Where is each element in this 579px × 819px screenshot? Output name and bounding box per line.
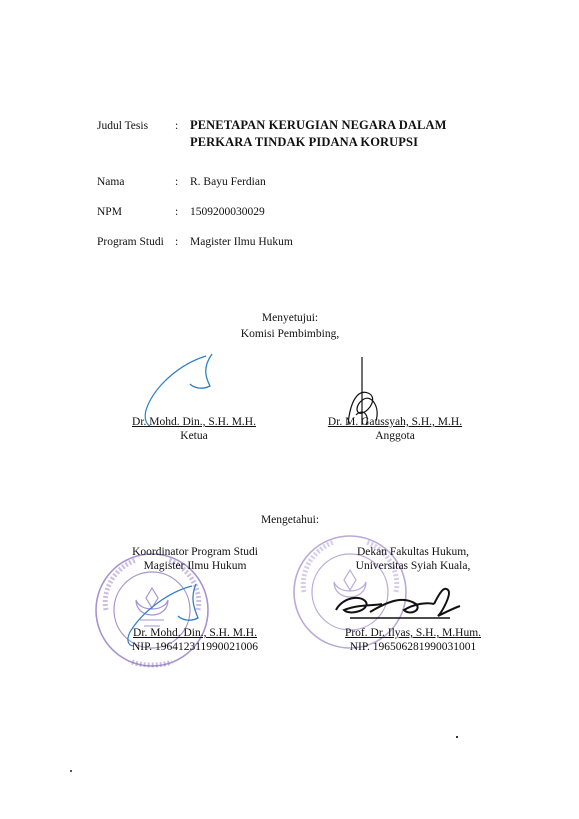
dean-title-line2: Universitas Syiah Kuala,: [355, 560, 471, 572]
thesis-title-line2: PERKARA TINDAK PIDANA KORUPSI: [190, 135, 419, 149]
approval-heading: Menyetujui:: [261, 312, 319, 324]
name-label: Nama: [97, 176, 125, 188]
chair-name: Dr. Mohd. Din., S.H. M.H.: [132, 416, 256, 428]
dean-title-line1: Dekan Fakultas Hukum,: [356, 546, 470, 558]
npm-colon: :: [175, 206, 179, 218]
program-value: Magister Ilmu Hukum: [190, 236, 293, 248]
program-colon: :: [175, 236, 179, 248]
dean-nip: NIP. 196506281990031001: [349, 641, 477, 653]
npm-value: 1509200030029: [190, 206, 265, 218]
approval-committee: Komisi Pembimbing,: [240, 328, 340, 340]
thesis-title-line1: PENETAPAN KERUGIAN NEGARA DALAM: [190, 118, 447, 132]
name-value: R. Bayu Ferdian: [190, 176, 266, 188]
dean-name: Prof. Dr. Ilyas, S.H., M.Hum.: [344, 627, 482, 639]
npm-label: NPM: [97, 206, 122, 218]
dean-signature: [330, 580, 470, 630]
coordinator-name: Dr. Mohd. Din., S.H. M.H.: [133, 627, 257, 639]
speck-mark: [456, 736, 458, 738]
member-role: Anggota: [375, 430, 415, 442]
member-name: Dr. M. Gaussyah, S.H., M.H.: [327, 416, 463, 428]
title-colon: :: [175, 120, 179, 132]
acknowledgement-heading: Mengetahui:: [260, 514, 320, 526]
coordinator-title-line2: Magister Ilmu Hukum: [143, 560, 247, 572]
coordinator-signature: [120, 580, 210, 650]
speck-mark: [70, 770, 72, 772]
chair-role: Ketua: [180, 430, 208, 442]
program-label: Program Studi: [97, 236, 164, 248]
coordinator-title-line1: Koordinator Program Studi: [132, 546, 258, 558]
title-label: Judul Tesis: [97, 120, 149, 132]
name-colon: :: [175, 176, 179, 188]
coordinator-nip: NIP. 196412311990021006: [131, 641, 259, 653]
